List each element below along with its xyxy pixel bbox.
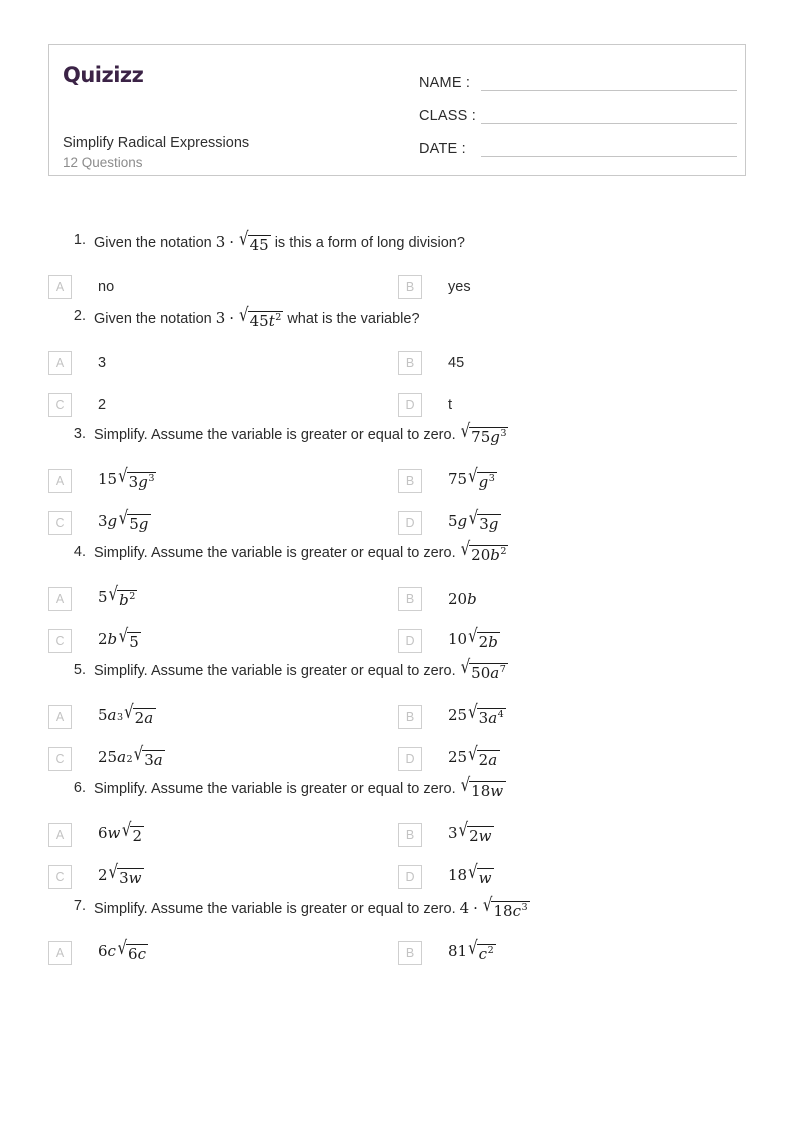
option-c[interactable] bbox=[48, 856, 398, 898]
option-a[interactable] bbox=[48, 578, 398, 620]
class-input[interactable] bbox=[481, 122, 737, 124]
options-group bbox=[0, 460, 794, 544]
option-text-c: 2 b √ 5 bbox=[98, 625, 139, 652]
class-field-label: CLASS : bbox=[419, 108, 477, 124]
option-b[interactable] bbox=[398, 342, 748, 384]
option-row bbox=[0, 814, 794, 856]
question-prompt-line bbox=[0, 227, 794, 262]
option-text-a: 5 a 3 √ 2a bbox=[98, 706, 156, 727]
option-letter-b: B bbox=[398, 275, 422, 299]
question-text-before: Simplify. Assume the variable is greater or equal to zero. bbox=[94, 781, 456, 797]
question-math: √ $20b^2$ bbox=[460, 537, 507, 564]
options-group bbox=[0, 578, 794, 662]
option-row bbox=[0, 932, 794, 974]
option-a[interactable] bbox=[48, 932, 398, 974]
option-text-a: no bbox=[98, 279, 115, 295]
option-text-a: 6 c √ 6c bbox=[98, 942, 148, 963]
question-text bbox=[94, 773, 510, 800]
question-text-before: Given the notation bbox=[94, 311, 212, 327]
page-title: Simplify Radical Expressions bbox=[63, 135, 250, 151]
date-input[interactable] bbox=[481, 155, 737, 157]
option-letter-c: C bbox=[48, 393, 72, 417]
option-c[interactable] bbox=[48, 384, 398, 426]
option-b[interactable] bbox=[398, 814, 748, 856]
option-c[interactable] bbox=[48, 620, 398, 662]
option-b[interactable] bbox=[398, 578, 748, 620]
option-letter-a: A bbox=[48, 275, 72, 299]
option-text-b: 45 bbox=[448, 355, 465, 371]
option-letter-b: B bbox=[398, 351, 422, 375]
option-letter-a: A bbox=[48, 587, 72, 611]
option-text-b: 3 √ 2w bbox=[448, 824, 494, 845]
question-text-before: Simplify. Assume the variable is greater or equal to zero. bbox=[94, 663, 456, 679]
option-text-c: 3 g √ 5g bbox=[98, 512, 151, 533]
option-b[interactable] bbox=[398, 460, 748, 502]
question-block bbox=[0, 655, 794, 780]
question-text-after: what is the variable? bbox=[287, 311, 420, 327]
question-prompt-line bbox=[0, 893, 794, 928]
option-letter-a: A bbox=[48, 705, 72, 729]
option-text-c: 2 √ 3w bbox=[98, 866, 144, 887]
question-math: 4 · √ $18c^3$ bbox=[459, 893, 528, 920]
quizizz-logo bbox=[63, 65, 143, 86]
date-field-label: DATE : bbox=[419, 141, 466, 157]
question-block bbox=[0, 227, 794, 308]
option-letter-a: A bbox=[48, 351, 72, 375]
option-a[interactable] bbox=[48, 266, 398, 308]
option-text-d: 25 √ 2a bbox=[448, 748, 500, 769]
option-b[interactable] bbox=[398, 266, 748, 308]
options-group bbox=[0, 266, 794, 308]
question-number: 1. bbox=[73, 232, 86, 248]
option-letter-b: B bbox=[398, 705, 422, 729]
question-math: √ 18w bbox=[460, 781, 506, 800]
question-prompt-line bbox=[0, 773, 794, 810]
option-a[interactable] bbox=[48, 696, 398, 738]
option-row bbox=[0, 578, 794, 620]
option-b[interactable] bbox=[398, 932, 748, 974]
option-text-a: 3 bbox=[98, 355, 107, 371]
question-text bbox=[94, 227, 465, 254]
question-text bbox=[94, 537, 512, 564]
question-text bbox=[94, 655, 512, 682]
class-field-row bbox=[419, 94, 737, 127]
option-text-a: 5 √ $b^2$ bbox=[98, 583, 136, 610]
option-row bbox=[0, 620, 794, 662]
option-d[interactable] bbox=[398, 502, 748, 544]
option-letter-b: B bbox=[398, 587, 422, 611]
option-d[interactable] bbox=[398, 856, 748, 898]
question-math: √ $75g^3$ bbox=[460, 419, 507, 446]
question-count-label: 12 Questions bbox=[63, 155, 143, 170]
option-text-d: t bbox=[448, 397, 453, 413]
option-row bbox=[0, 502, 794, 544]
question-block bbox=[0, 303, 794, 426]
option-letter-a: A bbox=[48, 469, 72, 493]
option-letter-a: A bbox=[48, 941, 72, 965]
question-block bbox=[0, 537, 794, 662]
name-field-label: NAME : bbox=[419, 75, 471, 91]
option-letter-d: D bbox=[398, 511, 422, 535]
option-row bbox=[0, 266, 794, 308]
question-math: √ $50a^7$ bbox=[460, 655, 506, 682]
option-letter-b: B bbox=[398, 469, 422, 493]
question-math: 3 · √ 45 bbox=[215, 227, 269, 254]
question-text bbox=[94, 893, 534, 920]
option-letter-d: D bbox=[398, 865, 422, 889]
option-row bbox=[0, 342, 794, 384]
option-text-a: 6 w √ 2 bbox=[98, 819, 142, 846]
question-prompt-line bbox=[0, 655, 794, 692]
option-d[interactable] bbox=[398, 384, 748, 426]
option-letter-d: D bbox=[398, 393, 422, 417]
option-text-a: 15 √ $3g^3$ bbox=[98, 465, 155, 492]
question-text bbox=[94, 419, 512, 446]
worksheet-header-card bbox=[48, 44, 746, 176]
question-text-before: Simplify. Assume the variable is greater or equal to zero. bbox=[94, 545, 456, 561]
option-text-d: 5 g √ 3g bbox=[448, 512, 501, 533]
option-row bbox=[0, 696, 794, 738]
question-text bbox=[94, 303, 420, 330]
question-number: 3. bbox=[73, 426, 86, 442]
question-math: 3 · √ $45t^2$ bbox=[215, 303, 282, 330]
question-prompt-line bbox=[0, 537, 794, 574]
name-input[interactable] bbox=[481, 89, 737, 91]
option-d[interactable] bbox=[398, 620, 748, 662]
quizizz-logo-text: Quizizz bbox=[63, 63, 144, 87]
question-prompt-line bbox=[0, 419, 794, 456]
option-letter-c: C bbox=[48, 747, 72, 771]
header-left-column bbox=[62, 57, 402, 170]
options-group bbox=[0, 696, 794, 780]
option-letter-d: D bbox=[398, 629, 422, 653]
questions-list bbox=[0, 227, 794, 974]
option-letter-b: B bbox=[398, 941, 422, 965]
date-field-row bbox=[419, 127, 737, 160]
question-number: 7. bbox=[73, 898, 86, 914]
question-prompt-line bbox=[0, 303, 794, 338]
options-group bbox=[0, 814, 794, 898]
options-group bbox=[0, 932, 794, 974]
option-letter-b: B bbox=[398, 823, 422, 847]
option-a[interactable] bbox=[48, 460, 398, 502]
question-text-before: Simplify. Assume the variable is greater or equal to zero. bbox=[94, 901, 456, 917]
student-info-fields bbox=[419, 61, 737, 160]
option-text-b: yes bbox=[448, 279, 471, 295]
question-number: 5. bbox=[73, 662, 86, 678]
option-row bbox=[0, 384, 794, 426]
option-text-b: 81 √ $c^2$ bbox=[448, 937, 494, 964]
options-group bbox=[0, 342, 794, 426]
question-number: 2. bbox=[73, 308, 86, 324]
option-row bbox=[0, 460, 794, 502]
option-text-b: 25 √ $3a^4$ bbox=[448, 701, 504, 728]
option-d[interactable] bbox=[398, 738, 748, 780]
question-block bbox=[0, 893, 794, 974]
option-text-d: 18 √ w bbox=[448, 866, 494, 887]
option-text-b: 75 √ $g^3$ bbox=[448, 465, 495, 492]
name-field-row bbox=[419, 61, 737, 94]
question-number: 4. bbox=[73, 544, 86, 560]
option-text-d: 10 √ 2b bbox=[448, 630, 500, 651]
option-row bbox=[0, 738, 794, 780]
option-c[interactable] bbox=[48, 502, 398, 544]
option-letter-c: C bbox=[48, 511, 72, 535]
option-letter-c: C bbox=[48, 629, 72, 653]
option-b[interactable] bbox=[398, 696, 748, 738]
option-c[interactable] bbox=[48, 738, 398, 780]
option-text-b: 20 b bbox=[448, 590, 477, 608]
question-number: 6. bbox=[73, 780, 86, 796]
question-block bbox=[0, 773, 794, 898]
option-text-c: 2 bbox=[98, 397, 107, 413]
option-a[interactable] bbox=[48, 814, 398, 856]
question-text-before: Simplify. Assume the variable is greater or equal to zero. bbox=[94, 427, 456, 443]
question-text-after: is this a form of long division? bbox=[274, 235, 465, 251]
question-block bbox=[0, 419, 794, 544]
option-letter-c: C bbox=[48, 865, 72, 889]
option-a[interactable] bbox=[48, 342, 398, 384]
option-text-c: 25 a 2 √ 3a bbox=[98, 748, 165, 769]
question-text-before: Given the notation bbox=[94, 235, 212, 251]
option-row bbox=[0, 856, 794, 898]
option-letter-a: A bbox=[48, 823, 72, 847]
option-letter-d: D bbox=[398, 747, 422, 771]
